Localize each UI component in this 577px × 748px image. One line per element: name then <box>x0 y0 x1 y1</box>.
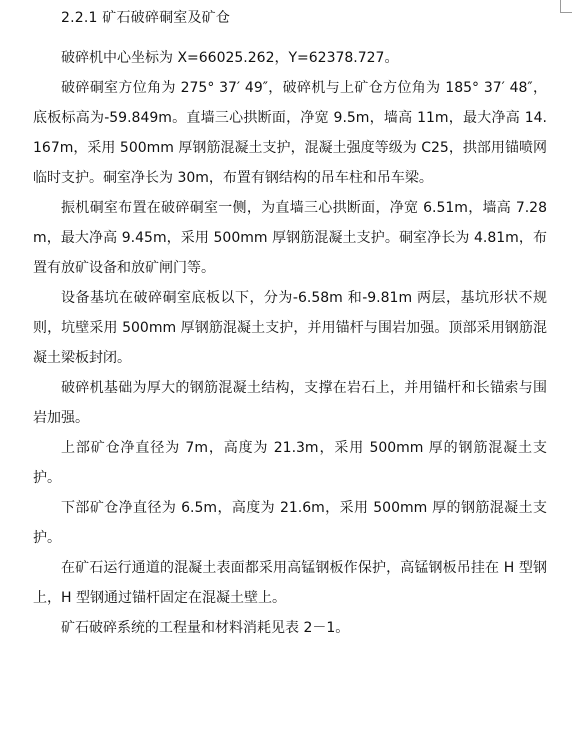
section-heading: 2.2.1 矿石破碎硐室及矿仓 <box>61 10 231 26</box>
paragraph-upper-bin: 上部矿仓净直径为 7m，高度为 21.3m，采用 500mm 厚的钢筋混凝土支护。 <box>33 440 547 486</box>
paragraph-table-reference: 矿石破碎系统的工程量和材料消耗见表 2－1。 <box>61 620 350 636</box>
paragraph-vibrator-chamber: 振机硐室布置在破碎硐室一侧，为直墙三心拱断面，净宽 6.51m，墙高 7.28m，最大净高 9.45m，采用 500mm 厚钢筋混凝土支护。硐室净长为 4.81m，布置有放矿设备和放矿闸门等。 <box>33 200 547 276</box>
paragraph-crusher-coordinates: 破碎机中心坐标为 X=66025.262，Y=62378.727。 <box>61 50 399 66</box>
paragraph-lower-bin: 下部矿仓净直径为 6.5m，高度为 21.6m，采用 500mm 厚的钢筋混凝土支护。 <box>33 500 547 546</box>
paragraph-equipment-pit: 设备基坑在破碎硐室底板以下，分为-6.58m 和-9.81m 两层，基坑形状不规则，坑壁采用 500mm 厚钢筋混凝土支护，并用锚杆与围岩加强。顶部采用钢筋混凝土梁板封闭。 <box>33 290 547 366</box>
paragraph-crusher-chamber: 破碎硐室方位角为 275° 37′ 49″，破碎机与上矿仓方位角为 185° 37′ 48″，底板标高为-59.849m。直墙三心拱断面，净宽 9.5m，墙高 11m，最大净高 14.167m，采用 500mm 厚钢筋混凝土支护，混凝土强度等级为 C25，拱部用锚喷网临时支护。硐室净长为 30m，布置有钢结构的吊车柱和吊车梁。 <box>33 80 547 186</box>
paragraph-ore-passage: 在矿石运行通道的混凝土表面都采用高锰钢板作保护，高锰钢板吊挂在 H 型钢上，H 型钢通过锚杆固定在混凝土壁上。 <box>33 560 547 606</box>
page-corner-mark <box>560 0 572 13</box>
paragraph-crusher-foundation: 破碎机基础为厚大的钢筋混凝土结构，支撑在岩石上，并用锚杆和长锚索与围岩加强。 <box>33 380 547 426</box>
document-body <box>33 43 547 643</box>
